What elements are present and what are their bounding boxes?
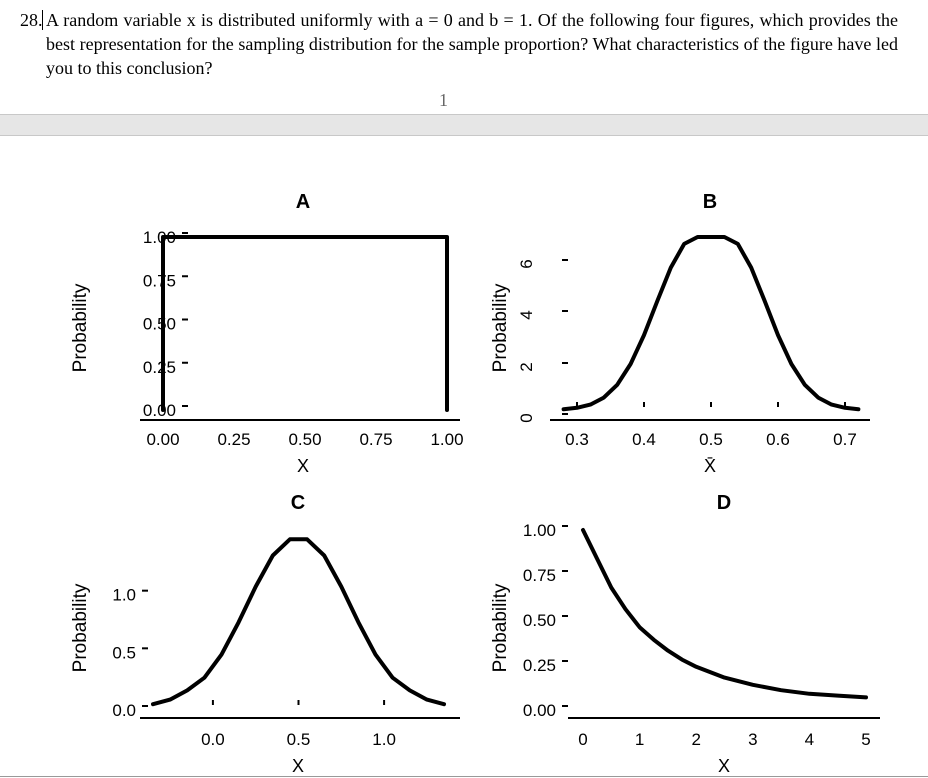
y-axis-label: Probability (490, 583, 511, 673)
chart-title: C (290, 492, 306, 514)
y-axis-label: Probability (70, 283, 91, 373)
x-axis-label: X̄ (703, 456, 717, 476)
x-tick-label: 0.50 (288, 430, 322, 449)
y-tick-label: 1.00 (522, 521, 556, 540)
y-tick-label: 0.0 (112, 701, 136, 720)
x-tick-label: 0 (578, 730, 588, 749)
page-number: 1 (439, 90, 448, 110)
x-axis-label: X (296, 456, 310, 476)
x-tick-label: 3 (748, 730, 758, 749)
x-tick-label: 0.3 (565, 430, 589, 449)
y-tick-label: 1.0 (112, 585, 136, 605)
x-tick-label: 0.5 (286, 730, 311, 749)
series-line (564, 237, 859, 409)
x-tick-label: 0.00 (146, 430, 180, 449)
y-tick-label: 0.75 (142, 271, 176, 291)
series-line (153, 539, 444, 704)
chart-panel-b (490, 191, 870, 476)
y-axis-label: Probability (70, 583, 91, 673)
y-axis-label: Probability (490, 283, 511, 373)
x-tick-label: 0.75 (359, 430, 393, 449)
x-tick-label: 4 (804, 730, 815, 749)
x-tick-label: 0.0 (201, 730, 225, 749)
y-tick-label: 0.00 (142, 401, 176, 420)
y-tick-label: 0.5 (112, 643, 136, 663)
y-tick-label: 0 (517, 413, 536, 423)
x-tick-label: 0.25 (217, 430, 251, 449)
x-tick-label: 0.6 (766, 430, 790, 449)
chart-title: B (702, 191, 718, 213)
question-text: A random variable x is distributed uniformly with a = 0 and b = 1. Of the following four figures, which provides the best representation for the sampling distribution for the sample proportion? What characteristics of the figure have led you to this conclusion? (46, 10, 898, 78)
x-tick-label: 0.7 (833, 430, 857, 449)
y-tick-label: 0.75 (522, 566, 556, 585)
y-tick-label: 0.50 (522, 611, 556, 630)
chart-panel-a (70, 191, 464, 476)
chart-title: A (295, 191, 311, 213)
x-tick-label: 1 (634, 730, 645, 749)
y-tick-label: 1.00 (142, 228, 176, 247)
x-tick-label: 5 (861, 730, 871, 749)
x-axis-label: X (717, 756, 731, 776)
series-line (583, 530, 866, 697)
y-tick-label: 6 (517, 259, 536, 269)
x-tick-label: 0.4 (632, 430, 656, 449)
chart-panel-c (70, 492, 460, 776)
x-axis-label: X (291, 756, 305, 776)
y-tick-label: 4 (517, 310, 536, 320)
y-tick-label: 0.25 (522, 656, 556, 675)
x-tick-label: 0.5 (699, 430, 723, 449)
y-tick-label: 2 (517, 362, 536, 372)
chart-panel-d (490, 492, 880, 776)
series-line (163, 237, 447, 410)
y-tick-label: 0.50 (142, 314, 176, 334)
x-tick-label: 2 (691, 730, 701, 749)
x-tick-label: 1.0 (372, 730, 396, 749)
chart-title: D (716, 492, 732, 514)
x-tick-label: 1.00 (430, 430, 464, 449)
question-number: 28. (20, 10, 43, 30)
y-tick-label: 0.25 (142, 357, 176, 377)
y-tick-label: 0.00 (522, 701, 556, 720)
bottom-border (0, 776, 928, 777)
